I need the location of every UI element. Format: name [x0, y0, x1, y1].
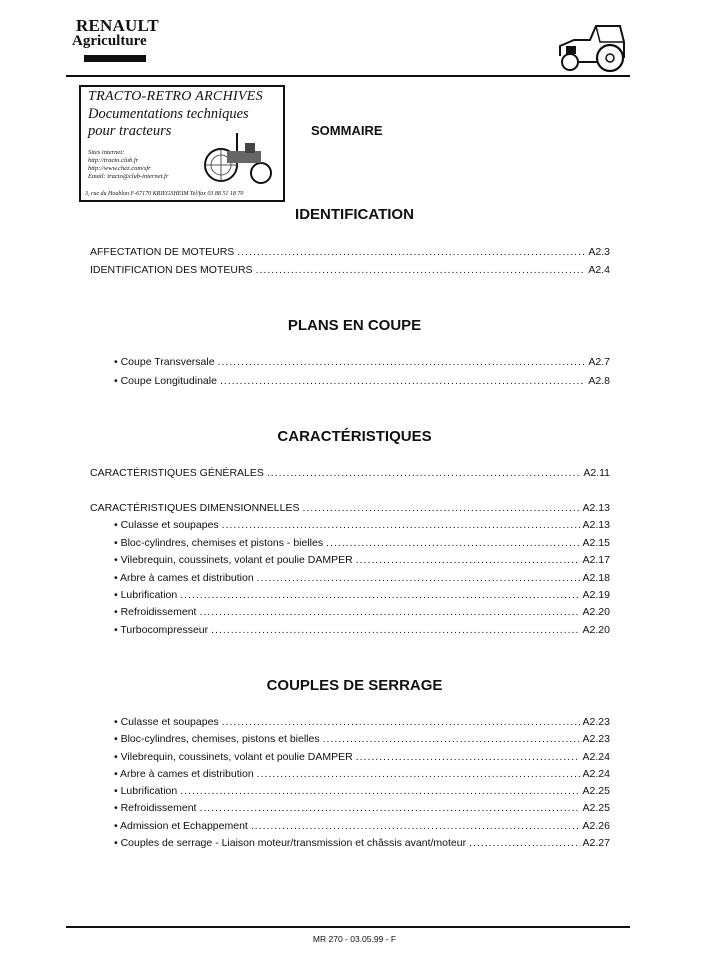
stamp-line1: Documentations techniques: [88, 106, 249, 122]
footer-rule: [66, 926, 630, 928]
toc-entry[interactable]: [114, 375, 610, 387]
dot-leader: [222, 716, 580, 728]
toc-entry-page: A2.25: [582, 802, 610, 814]
page-title: SOMMAIRE: [311, 123, 383, 138]
toc-entry[interactable]: [114, 768, 610, 780]
dot-leader: [257, 768, 580, 780]
toc-entry-page: A2.24: [582, 751, 610, 763]
toc-entry-page: A2.13: [582, 502, 610, 514]
dot-leader: [199, 606, 579, 618]
toc-entry-page: A2.4: [588, 264, 610, 276]
toc-entry[interactable]: [114, 572, 610, 584]
toc-entry-label: • Vilebrequin, coussinets, volant et poulie DAMPER: [114, 554, 353, 566]
toc-entry-label: • Couples de serrage - Liaison moteur/transmission et châssis avant/moteur: [114, 837, 467, 849]
toc-entry-label: CARACTÉRISTIQUES DIMENSIONNELLES: [90, 502, 300, 514]
dot-leader: [218, 356, 586, 368]
toc-entry[interactable]: [114, 802, 610, 814]
stamp-line2: pour tracteurs: [88, 123, 172, 139]
toc-entry-page: A2.20: [582, 606, 610, 618]
toc-entry[interactable]: [114, 554, 610, 566]
toc-entry[interactable]: [114, 537, 610, 549]
vintage-tractor-icon: [201, 129, 279, 185]
toc-entry-label: • Culasse et soupapes: [114, 519, 219, 531]
stamp-site1: http://tracto.club.fr: [88, 157, 139, 164]
toc-entry[interactable]: [114, 624, 610, 636]
dot-leader: [469, 837, 579, 849]
toc-entry-page: A2.13: [582, 519, 610, 531]
toc-entry-page: A2.17: [582, 554, 610, 566]
stamp-email: Email: tracto@club-internet.fr: [88, 173, 169, 180]
toc-entry-label: • Culasse et soupapes: [114, 716, 219, 728]
dot-leader: [257, 572, 580, 584]
toc-entry-page: A2.7: [588, 356, 610, 368]
section-heading-caracteristiques: CARACTÉRISTIQUES: [277, 428, 432, 445]
toc-entry-page: A2.26: [582, 820, 610, 832]
toc-entry-label: • Bloc-cylindres, chemises et pistons - bielles: [114, 537, 324, 549]
toc-entry-label: CARACTÉRISTIQUES GÉNÉRALES: [90, 467, 264, 479]
toc-entry-page: A2.3: [588, 246, 610, 258]
toc-entry-page: A2.8: [588, 375, 610, 387]
toc-entry[interactable]: [90, 467, 610, 479]
dot-leader: [211, 624, 579, 636]
dot-leader: [222, 519, 580, 531]
brand-renault: RENAULT: [76, 16, 159, 35]
section-heading-plans-en-coupe: PLANS EN COUPE: [287, 317, 422, 334]
toc-entry-page: A2.25: [582, 785, 610, 797]
stamp-address: 3, rue du Houblon F-67170 KRIEGSHEIM Tel/fax 03 88 51 18 70: [85, 191, 244, 197]
header-rule: [66, 75, 630, 77]
toc-entry-label: • Coupe Longitudinale: [114, 375, 217, 387]
toc-entry-label: • Refroidissement: [114, 802, 197, 814]
stamp-sites-label: Sites internet:: [88, 149, 125, 156]
toc-entry-label: • Coupe Transversale: [114, 356, 215, 368]
toc-entry[interactable]: [114, 589, 610, 601]
toc-entry-page: A2.27: [582, 837, 610, 849]
dot-leader: [180, 589, 579, 601]
dot-leader: [302, 502, 579, 514]
brand-agriculture: Agriculture: [72, 33, 147, 49]
toc-entry-page: A2.23: [582, 716, 610, 728]
toc-entry-page: A2.20: [582, 624, 610, 636]
stamp-title: TRACTO-RETRO ARCHIVES: [88, 89, 263, 104]
toc-entry-label: • Lubrification: [114, 589, 178, 601]
section-heading-identification: IDENTIFICATION: [295, 206, 414, 223]
toc-entry-label: • Arbre à cames et distribution: [114, 572, 254, 584]
dot-leader: [356, 751, 580, 763]
brand-underline-bar: [84, 55, 146, 62]
toc-entry[interactable]: [90, 246, 610, 258]
toc-entry-label: AFFECTATION DE MOTEURS: [90, 246, 235, 258]
footer-reference: MR 270 - 03.05.99 - F: [312, 934, 397, 944]
dot-leader: [356, 554, 580, 566]
archive-stamp: [79, 85, 285, 202]
dot-leader: [180, 785, 579, 797]
toc-entry-label: • Arbre à cames et distribution: [114, 768, 254, 780]
dot-leader: [256, 264, 586, 276]
dot-leader: [220, 375, 585, 387]
toc-entry-label: IDENTIFICATION DES MOTEURS: [90, 264, 253, 276]
dot-leader: [267, 467, 580, 479]
toc-entry-label: • Refroidissement: [114, 606, 197, 618]
toc-entry[interactable]: [114, 733, 610, 745]
stamp-site2: http://www.chez.com/sfr: [88, 165, 151, 172]
toc-entry[interactable]: [114, 519, 610, 531]
tractor-icon: [540, 18, 630, 74]
toc-entry-label: • Lubrification: [114, 785, 178, 797]
dot-leader: [251, 820, 580, 832]
toc-entry-label: • Bloc-cylindres, chemises, pistons et bielles: [114, 733, 320, 745]
toc-entry[interactable]: [114, 837, 610, 849]
toc-entry-label: • Turbocompresseur: [114, 624, 209, 636]
toc-entry-page: A2.15: [582, 537, 610, 549]
toc-entry[interactable]: [90, 264, 610, 276]
dot-leader: [199, 802, 579, 814]
toc-entry[interactable]: [114, 785, 610, 797]
dot-leader: [323, 733, 580, 745]
dot-leader: [326, 537, 579, 549]
toc-entry-page: A2.23: [582, 733, 610, 745]
toc-entry-page: A2.19: [582, 589, 610, 601]
toc-entry-page: A2.18: [582, 572, 610, 584]
toc-entry[interactable]: [114, 716, 610, 728]
toc-entry-label: • Admission et Echappement: [114, 820, 248, 832]
toc-entry[interactable]: [90, 502, 610, 514]
toc-entry-label: • Vilebrequin, coussinets, volant et poulie DAMPER: [114, 751, 353, 763]
toc-entry[interactable]: [114, 751, 610, 763]
toc-entry-page: A2.24: [582, 768, 610, 780]
dot-leader: [237, 246, 585, 258]
toc-entry-page: A2.11: [583, 467, 610, 479]
toc-entry[interactable]: [114, 606, 610, 618]
toc-entry[interactable]: [114, 356, 610, 368]
toc-entry[interactable]: [114, 820, 610, 832]
section-heading-couples-de-serrage: COUPLES DE SERRAGE: [266, 677, 443, 694]
